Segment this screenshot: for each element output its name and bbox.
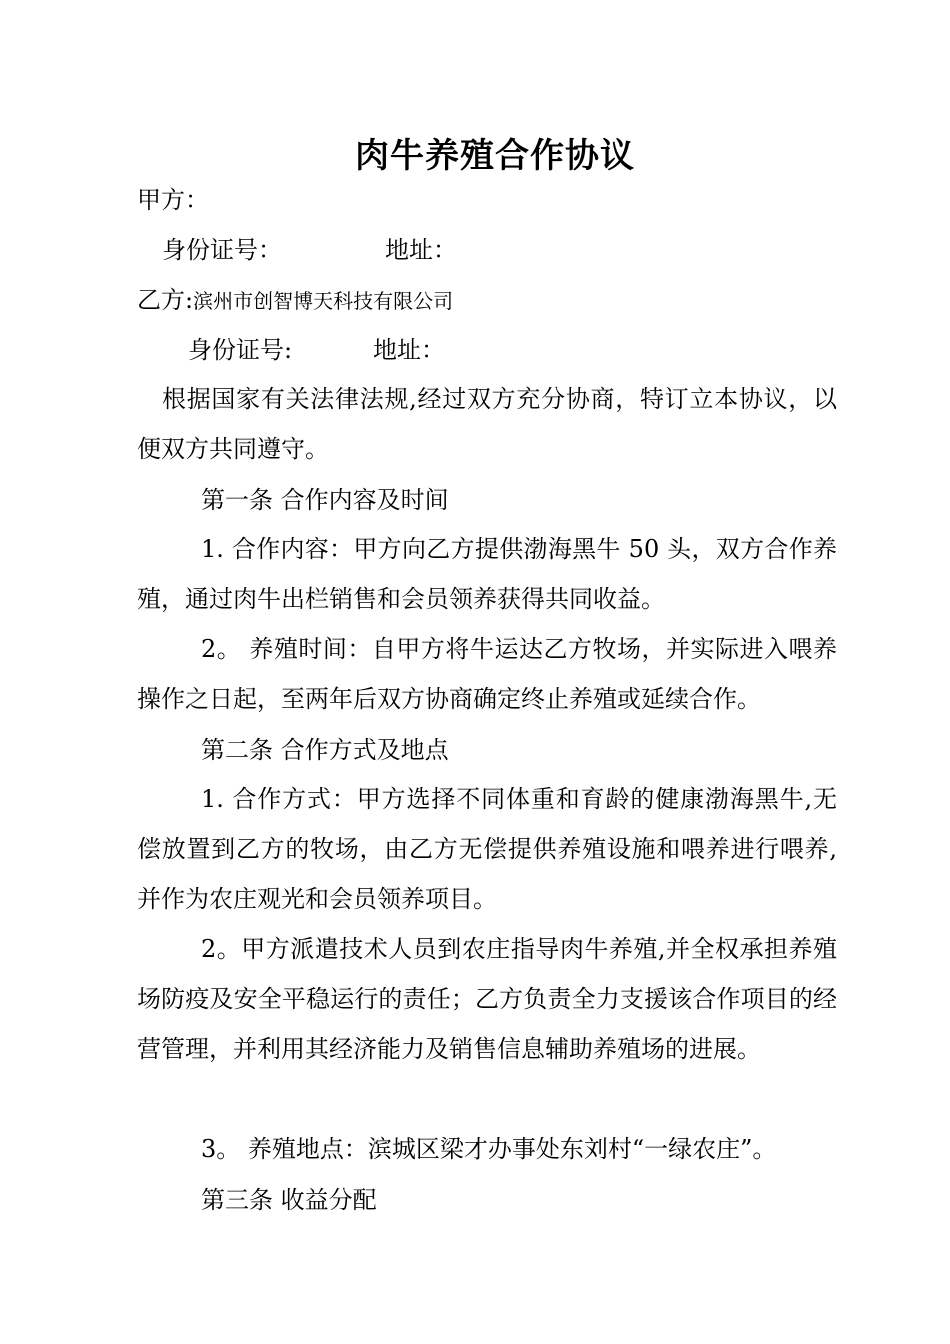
party-a-id-label: 身份证号： — [162, 236, 282, 264]
party-b-id-label: 身份证号: — [188, 336, 293, 364]
party-b-line — [137, 284, 453, 317]
article2-item2: 2。甲方派遣技术人员到农庄指导肉牛养殖,并全权承担养殖场防疫及安全平稳运行的责任；乙方负责全力支援该合作项目的经营管理，并利用其经济能力及销售信息辅助养殖场的进展。 — [137, 935, 837, 1063]
party-a-address-label: 地址： — [385, 236, 457, 264]
party-b-name: 滨州市创智博天科技有限公司 — [193, 289, 454, 313]
party-a-label: 甲方： — [137, 186, 209, 214]
preamble-paragraph: 根据国家有关法律法规,经过双方充分协商，特订立本协议，以便双方共同遵守。 — [137, 385, 837, 463]
party-b-address-label: 地址： — [373, 336, 445, 364]
party-b-label: 乙方: — [137, 286, 194, 314]
article3-heading: 第三条 收益分配 — [201, 1186, 377, 1214]
article1-item2: 2。 养殖时间：自甲方将牛运达乙方牧场，并实际进入喂养操作之日起，至两年后双方协商确定终止养殖或延续合作。 — [137, 635, 837, 713]
article2-heading: 第二条 合作方式及地点 — [201, 736, 449, 764]
article2-item1: 1. 合作方式：甲方选择不同体重和育龄的健康渤海黑牛,无偿放置到乙方的牧场，由乙方无偿提供养殖设施和喂养进行喂养,并作为农庄观光和会员领养项目。 — [137, 785, 837, 913]
article2-item3: 3。 养殖地点：滨城区梁才办事处东刘村“一绿农庄”。 — [201, 1135, 777, 1163]
document-title: 肉牛养殖合作协议 — [355, 136, 635, 176]
article1-heading: 第一条 合作内容及时间 — [201, 486, 449, 514]
article1-item1: 1. 合作内容：甲方向乙方提供渤海黑牛 50 头，双方合作养殖，通过肉牛出栏销售和会员领养获得共同收益。 — [137, 535, 837, 613]
